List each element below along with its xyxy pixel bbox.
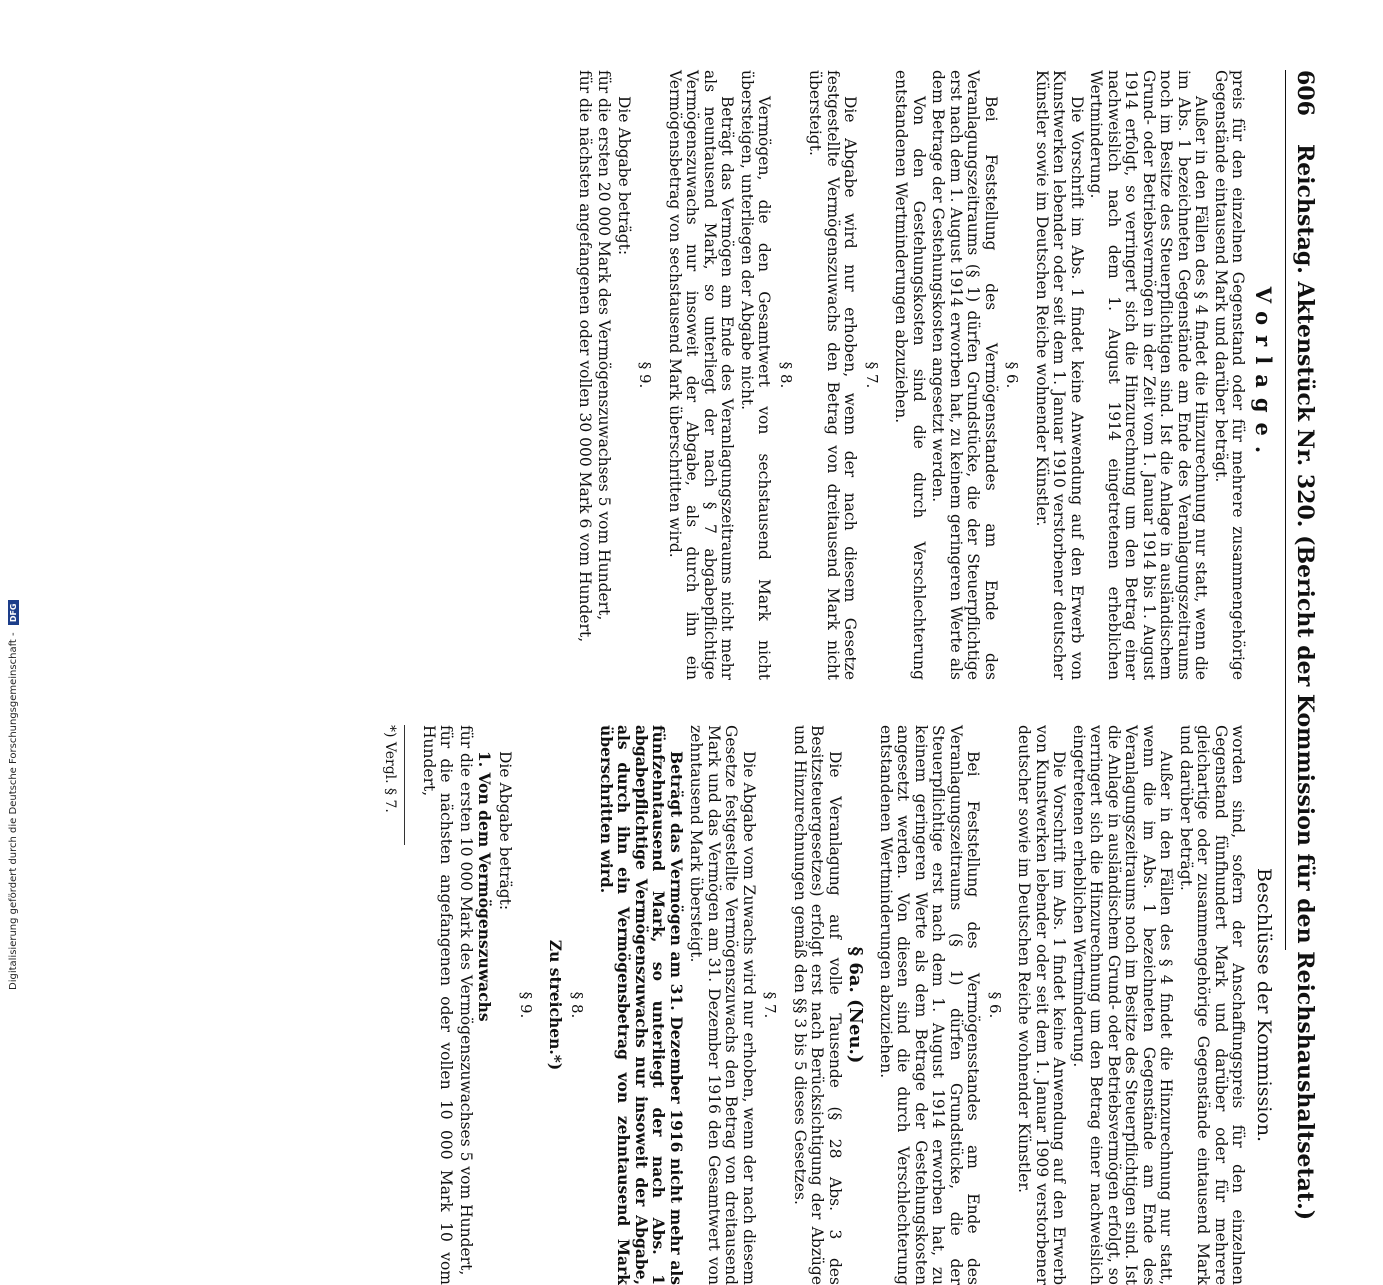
section-number: § 6a. (Neu.): [845, 946, 867, 1064]
section-number: § 6.: [986, 991, 1004, 1019]
paragraph: Vermögen, die den Gesamtwert von sechstausend Mark nicht übersteigen, unterliegen der Abgabe nicht.: [738, 70, 774, 680]
paragraph: Zu streichen.*): [546, 939, 565, 1071]
section-number: § 8.: [777, 361, 795, 389]
rate-line: für die ersten 20 000 Mark des Vermögenszuwachses 5 vom Hundert,: [595, 70, 614, 621]
paragraph: Die Veranlagung auf volle Tausende (§ 28 Abs. 3 des Besitzsteuergesetzes) erfolgt erst nach Berücksichtigung der Abzüge und Hinzurechnungen gemäß den §§ 3 bis 5 dieses Gesetzes.: [791, 725, 844, 1285]
column-heading: Beschlüsse der Kommission.: [1253, 868, 1275, 1142]
page-header: [1285, 70, 1320, 1221]
paragraph: Bei Feststellung des Vermögensstandes am Ende des Veranlagungszeitraums (§ 1) dürfen Grundstücke, die der Steuerpflichtige erst nach dem 1. August 1914 erworben hat, zu keinem geringeren Werte als dem Betrage der Gestehungskosten angesetzt werden. Von diesen sind die durch Verschlechterung entstandenen Wertminderungen abzuziehen.: [877, 725, 983, 1285]
paragraph: Außer in den Fällen des § 4 findet die Hinzurechnung nur statt, wenn die im Abs. 1 bezeichneten Gegenstände am Ende des Veranlagungszeitraums noch im Besitze des Steuerpflichtigen sind. Ist die Anlage in ausländischem Grund- oder Betriebsvermögen erfolgt, so verringert sich die Hinzurechnung um den Betrag einer nachweislich eingetretenen erheblichen Wertminderung.: [1070, 725, 1176, 1285]
paragraph: Bei Feststellung des Vermögensstandes am Ende des Veranlagungszeitraums (§ 1) dürfen Grundstücke, die der Steuerpflichtige erst nach dem 1. August 1914 erworben hat, zu keinem geringeren Werte als dem Betrage der Gestehungskosten angesetzt werden.: [929, 70, 1000, 680]
column-heading: Vorlage.: [1251, 286, 1276, 464]
left-column: [96, 70, 1276, 680]
dfg-logo: DFG: [8, 601, 19, 626]
page-title: Reichstag. Aktenstück Nr. 320. (Bericht der Kommission für den Reichshaushaltsetat.): [1292, 144, 1318, 1221]
paragraph: Die Abgabe beträgt:: [496, 751, 514, 911]
paragraph: Die Abgabe wird nur erhoben, wenn der nach diesem Gesetze festgestellte Vermögenszuwachs den Betrag von dreitausend Mark nicht übersteigt.: [806, 70, 860, 680]
footnote: *) Vergl. § 7.: [381, 725, 406, 845]
section-number: § 8.: [568, 991, 587, 1019]
section-number: § 7.: [761, 991, 780, 1019]
paragraph: Beträgt das Vermögen am Ende des Veranlagungszeitraums nicht mehr als neuntausend Mark, so unterliegt der nach § 7 abgabepflichtige Vermögenszuwachs nur insoweit der Abgabe, als durch ihn ein Vermögensbetrag von sechstausend Mark überschritten wird.: [666, 70, 737, 680]
paragraph: Außer in den Fällen des § 4 findet die Hinzurechnung nur statt, wenn die im Abs. 1 bezeichneten Gegenstände am Ende des Veranlagungszeitraums noch im Besitze des Steuerpflichtigen sind. Ist die Anlage in ausländischem Grund- oder Betriebsvermögen in der Zeit vom 1. Januar 1914 bis 1. August 1914 erfolgt, so verringert sich die Hinzurechnung um den Betrag einer nachweislich nach dem 1. August 1914 eingetretenen erheblichen Wertminderung.: [1087, 70, 1211, 680]
rate-line: für die nächsten angefangenen oder vollen 10 000 Mark 10 vom Hundert,: [420, 725, 456, 1285]
section-number: § 9.: [517, 991, 536, 1019]
paragraph: Beträgt das Vermögen am 31. Dezember 1916 nicht mehr als fünfzehntausend Mark, so unterliegt der nach Abs. 1 abgabepflichtige Vermögenszuwachs nur insoweit der Abgabe, als durch ihn ein Vermögensbetrag von zehntausend Mark überschritten wird.: [597, 725, 686, 1285]
paragraph: Von den Gestehungskosten sind die durch Verschlechterung entstandenen Wertminderungen abzuziehen.: [892, 70, 928, 680]
paragraph: worden sind, sofern der Anschaffungspreis für den einzelnen Gegenstand fünfhundert Mark und darüber oder für mehrere gleichartige oder zusammengehörige Gegenstände eintausend Mark und darüber beträgt.: [1177, 725, 1248, 1285]
rotated-sheet: [70, 70, 1320, 1285]
paragraph: Die Abgabe beträgt:: [615, 96, 633, 256]
rate-line: für die nächsten angefangenen oder vollen 30 000 Mark 6 vom Hundert,: [576, 70, 594, 643]
paragraph: Die Vorschrift im Abs. 1 findet keine Anwendung auf den Erwerb von Kunstwerken lebender oder seit dem 1. Januar 1910 verstorbener deutscher Künstler sowie im Deutschen Reiche wohnender Künstler.: [1033, 70, 1086, 680]
section-number: § 9.: [636, 361, 655, 389]
right-column: [96, 725, 1276, 1285]
paragraph: Die Vorschrift im Abs. 1 findet keine Anwendung auf den Erwerb von Kunstwerken lebender oder seit dem 1. Januar 1909 verstorbener deutscher sowie im Deutschen Reiche wohnender Künstler.: [1015, 725, 1069, 1285]
section-number: § 6.: [1003, 361, 1022, 389]
page-number: 606: [1292, 70, 1318, 116]
paragraph: 1. Von dem Vermögenszuwachs: [475, 751, 495, 1022]
paragraph: Die Abgabe vom Zuwachs wird nur erhoben, wenn der nach diesem Gesetze festgestellte Vermögenszuwachs den Betrag von dreitausend Mark und das Vermögen am 31. Dezember 1916 den Gesamtwert von zehntausend Mark übersteigt.: [687, 725, 758, 1285]
rate-line: für die ersten 10 000 Mark des Vermögenszuwachses 5 vom Hundert,: [457, 725, 475, 1276]
digitization-credit: [8, 601, 19, 991]
section-number: § 7.: [863, 361, 881, 389]
credit-text: Digitalisierung gefördert durch die Deutsche Forschungsgemeinschaft -: [8, 632, 19, 990]
paragraph: preis für den einzelnen Gegenstand oder für mehrere zusammengehörige Gegenstände eintausend Mark und darüber beträgt.: [1212, 70, 1248, 680]
